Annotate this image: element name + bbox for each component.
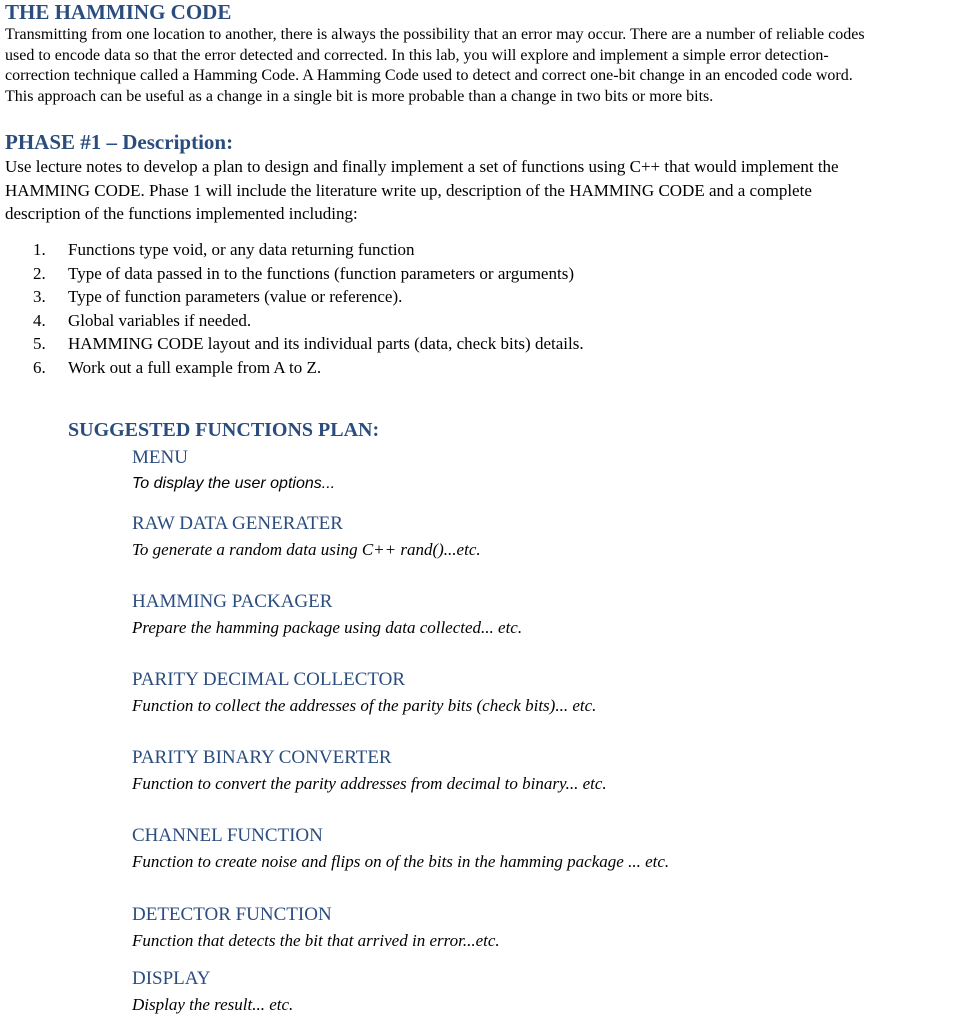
intro-line: used to encode data so that the error detected and corrected. In this lab, you will explore and implement a simple error detection- <box>5 46 829 64</box>
plan-heading: SUGGESTED FUNCTIONS PLAN: <box>68 419 380 441</box>
list-number: 4. <box>33 310 46 330</box>
function-detector <box>132 903 500 953</box>
list-text: Work out a full example from A to Z. <box>68 357 322 377</box>
intro-line: Transmitting from one location to another, there is always the possibility that an error may occur. There are a number of reliable codes <box>5 26 865 43</box>
intro-line: This approach can be useful as a change in a single bit is more probable than a change in two bits or more bits. <box>5 87 714 105</box>
function-description: Function to create noise and flips on of the bits in the hamming package ... etc. <box>132 852 670 871</box>
list-text: HAMMING CODE layout and its individual parts (data, check bits) details. <box>68 334 584 353</box>
list-number: 6. <box>33 357 46 377</box>
function-description: To display the user options... <box>132 475 336 492</box>
phase-line: description of the functions implemented including: <box>5 204 358 223</box>
function-description: Function that detects the bit that arrived in error...etc. <box>132 931 500 950</box>
function-name: RAW DATA GENERATER <box>132 513 343 534</box>
phase-line: Use lecture notes to develop a plan to design and finally implement a set of functions using C++ that would implement the <box>5 157 839 176</box>
function-name: PARITY DECIMAL COLLECTOR <box>132 669 406 690</box>
function-menu <box>132 446 335 496</box>
function-description: Prepare the hamming package using data collected... etc. <box>132 618 523 637</box>
list-number: 5. <box>33 334 46 353</box>
list-number: 1. <box>33 240 46 259</box>
function-description: Display the result... etc. <box>132 995 294 1014</box>
function-hamming-packager <box>132 590 522 640</box>
phase-line: HAMMING CODE. Phase 1 will include the literature write up, description of the HAMMING CODE and a complete <box>5 180 812 200</box>
list-text: Functions type void, or any data returning function <box>68 240 415 259</box>
list-number: 3. <box>33 287 46 306</box>
phase-description <box>5 155 960 226</box>
function-name: MENU <box>132 447 188 468</box>
function-name: HAMMING PACKAGER <box>132 591 333 612</box>
function-channel <box>132 824 669 874</box>
function-description: Function to collect the addresses of the parity bits (check bits)... etc. <box>132 696 597 715</box>
list-number: 2. <box>33 263 46 283</box>
function-display <box>132 967 293 1017</box>
function-raw-data-generater <box>132 512 481 562</box>
function-description: To generate a random data using C++ rand()...etc. <box>132 540 481 559</box>
function-parity-binary-converter <box>132 746 607 796</box>
list-text: Type of data passed in to the functions (function parameters or arguments) <box>68 263 574 283</box>
function-description: Function to convert the parity addresses from decimal to binary... etc. <box>132 774 607 793</box>
function-name: DISPLAY <box>132 968 211 989</box>
intro-line: correction technique called a Hamming Code. A Hamming Code used to detect and correct one-bit change in an encoded code word. <box>5 67 853 84</box>
function-parity-decimal-collector <box>132 668 596 718</box>
list-text: Type of function parameters (value or reference). <box>68 287 403 306</box>
phase-heading: PHASE #1 – Description: <box>5 130 234 154</box>
list-text: Global variables if needed. <box>68 310 252 330</box>
function-name: CHANNEL FUNCTION <box>132 825 323 846</box>
function-name: PARITY BINARY CONVERTER <box>132 747 392 768</box>
function-name: DETECTOR FUNCTION <box>132 904 332 925</box>
document-title: THE HAMMING CODE <box>5 0 232 24</box>
intro-paragraph <box>5 25 960 107</box>
